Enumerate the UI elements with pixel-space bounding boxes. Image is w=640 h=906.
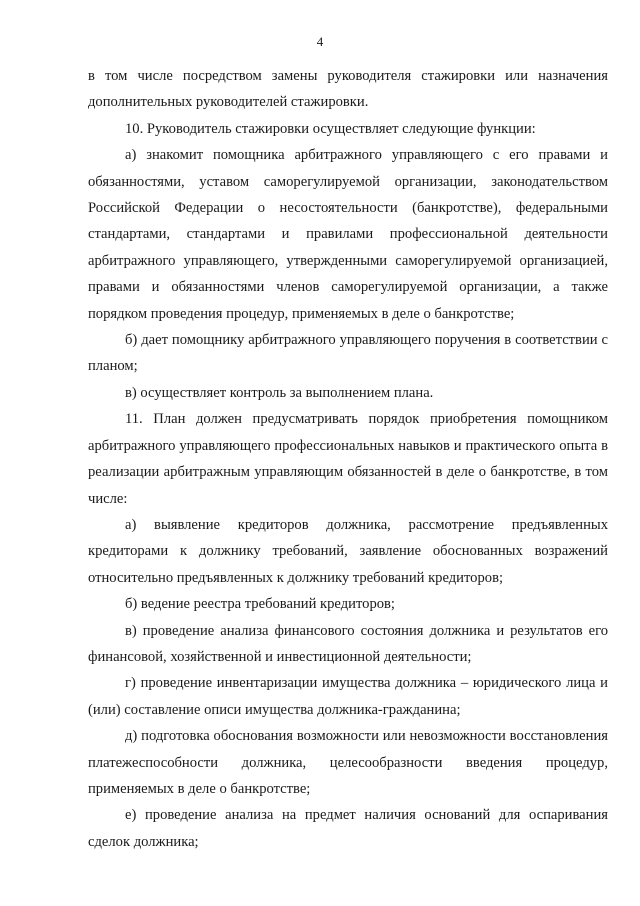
paragraph-item-11: 11. План должен предусматривать порядок приобретения помощником арбитражного управляющего профессиональных навыков и практического опыта в реализации арбитражным управляющим обязанностей в деле о банкротстве, в том числе: xyxy=(88,411,608,507)
paragraph-item-11-v: в) проведение анализа финансового состояния должника и результатов его финансовой, хозяйственной и инвестиционной деятельности; xyxy=(88,622,608,665)
paragraph-item-10: 10. Руководитель стажировки осуществляет следующие функции: xyxy=(125,120,536,137)
paragraph-item-10-a: а) знакомит помощника арбитражного управляющего с его правами и обязанностями, уставом саморегулируемой организации, законодательством Российской Федерации о несостоятельности (банкротстве), федеральными стандартами, стандартами и правилами профессиональной деятельности арбитражного управляющего, утвержденными саморегулируемой организацией, правами и обязанностями членов саморегулируемой организации, а также порядком проведения процедур, применяемых в деле о банкротстве; xyxy=(88,147,608,322)
paragraph-item-11-e: е) проведение анализа на предмет наличия оснований для оспаривания сделок должника; xyxy=(88,807,608,850)
paragraph-continuation: в том числе посредством замены руководителя стажировки или назначения дополнительных руководителей стажировки. xyxy=(88,68,608,111)
paragraph-item-10-b: б) дает помощнику арбитражного управляющего поручения в соответствии с планом; xyxy=(88,332,608,375)
paragraph-item-11-d: д) подготовка обоснования возможности или невозможности восстановления платежеспособности должника, целесообразности введения процедур, применяемых в деле о банкротстве; xyxy=(88,728,608,797)
document-body xyxy=(88,63,608,855)
paragraph-item-11-a: а) выявление кредиторов должника, рассмотрение предъявленных кредиторами к должнику требований, заявление обоснованных возражений относительно предъявленных к должнику требований кредиторов; xyxy=(88,516,608,586)
paragraph-item-10-v: в) осуществляет контроль за выполнением плана. xyxy=(125,384,434,401)
paragraph-item-11-b: б) ведение реестра требований кредиторов; xyxy=(125,596,395,613)
paragraph-item-11-g: г) проведение инвентаризации имущества должника – юридического лица и (или) составление описи имущества должника-гражданина; xyxy=(88,675,608,718)
page-number: 4 xyxy=(316,34,324,49)
